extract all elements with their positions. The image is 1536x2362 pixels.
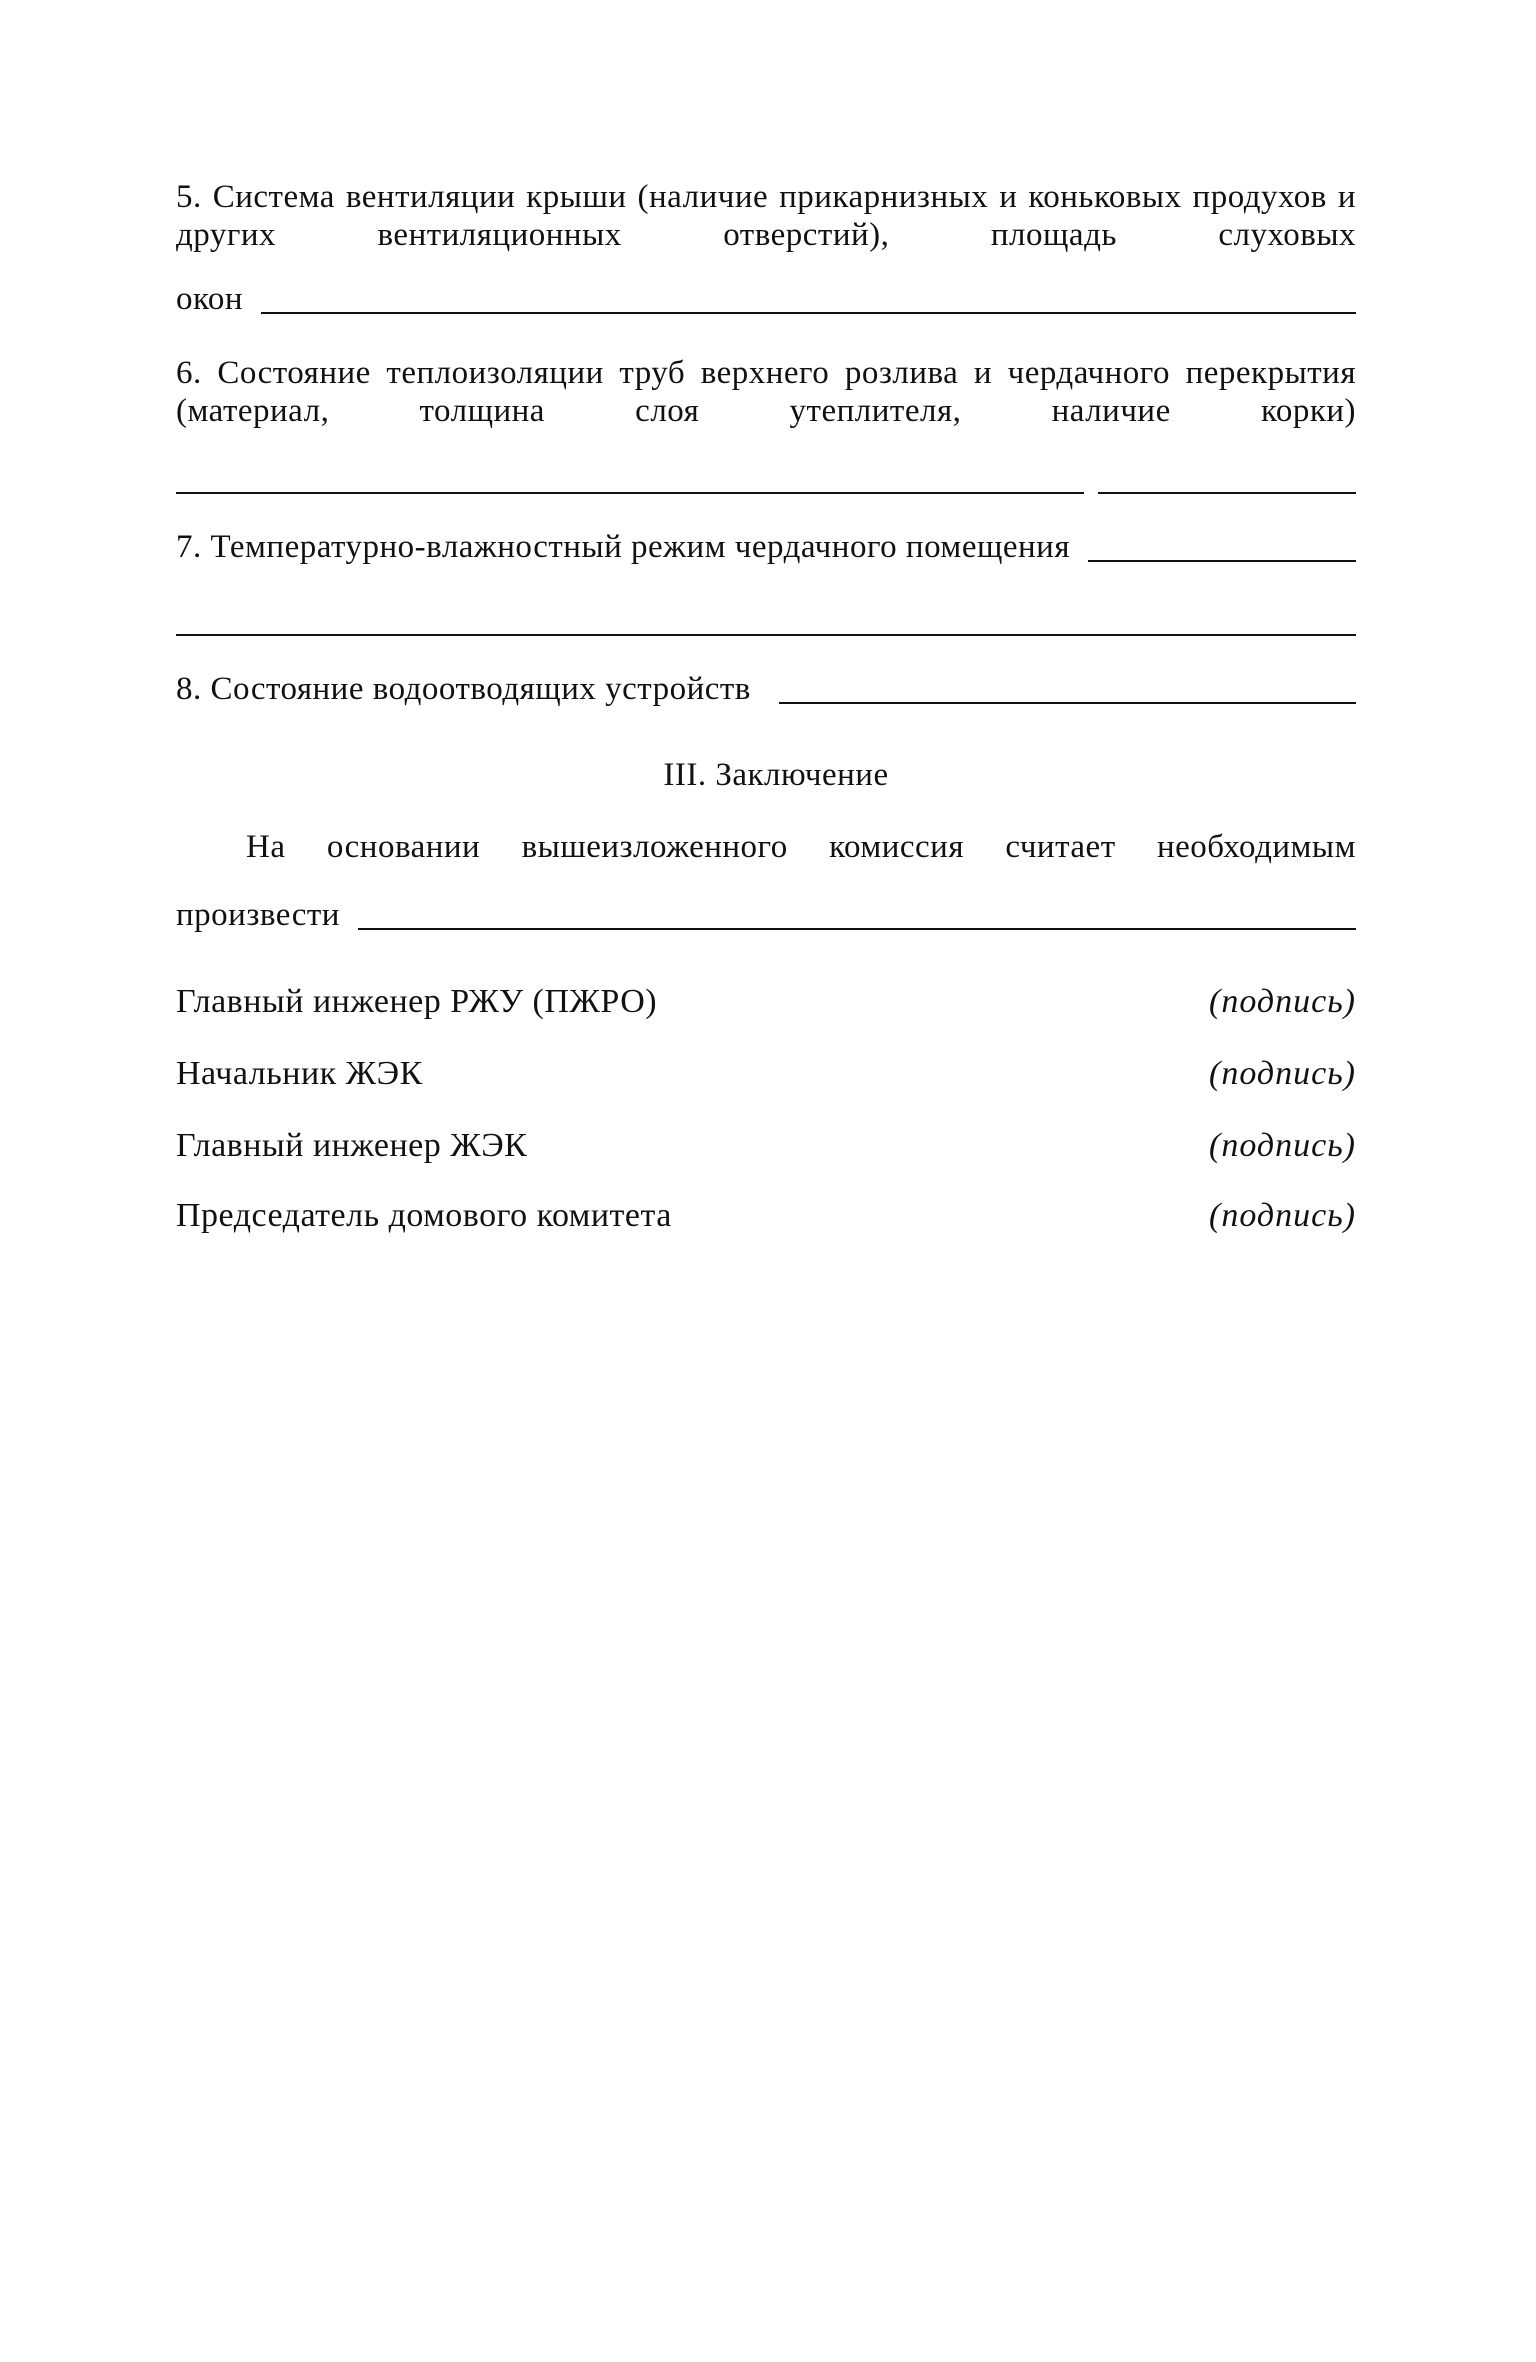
item-5-window-row <box>176 280 1356 318</box>
conclusion-continuation: произвести <box>176 897 340 933</box>
signature-role: Главный инженер РЖУ (ПЖРО) <box>176 983 658 1020</box>
item-7-fill-line-2[interactable] <box>176 634 1356 636</box>
signature-role: Главный инженер ЖЭК <box>176 1127 528 1164</box>
item-7-text: 7. Температурно-влажностный режим чердачного помещения <box>176 529 1071 565</box>
signature-label: (подпись) <box>1209 1127 1356 1164</box>
item-6-fill-line-2[interactable] <box>1098 492 1356 494</box>
item-8-text: 8. Состояние водоотводящих устройств <box>176 671 751 707</box>
item-7-row <box>176 528 1356 566</box>
signature-role: Начальник ЖЭК <box>176 1055 423 1092</box>
signature-row <box>176 1054 1356 1094</box>
conclusion-text: На основании вышеизложенного комиссия считает необходимым <box>246 829 1356 865</box>
signature-row <box>176 982 1356 1022</box>
item-7-fill-line[interactable] <box>1088 560 1356 562</box>
item-8-fill-line[interactable] <box>779 702 1356 704</box>
item-5-fill-line[interactable] <box>261 312 1356 314</box>
conclusion-heading: III. Заключение <box>663 757 889 793</box>
item-8-row <box>176 670 1356 708</box>
item-5-continuation: окон <box>176 281 244 317</box>
item-6-text: 6. Состояние теплоизоляции труб верхнего розлива и чердачного перекрытия (материал, толщина слоя утеплителя, наличие корки) <box>176 355 1356 429</box>
signature-label: (подпись) <box>1209 983 1356 1020</box>
signature-row <box>176 1126 1356 1166</box>
signature-label: (подпись) <box>1209 1197 1356 1234</box>
conclusion-fill-line[interactable] <box>358 928 1356 930</box>
signature-label: (подпись) <box>1209 1055 1356 1092</box>
item-6-fill-line-1[interactable] <box>176 492 1084 494</box>
signature-role: Председатель домового комитета <box>176 1197 672 1234</box>
signature-row <box>176 1196 1356 1236</box>
item-5-text: 5. Система вентиляции крыши (наличие прикарнизных и коньковых продухов и других вентиляционных отверстий), площадь слуховых <box>176 179 1356 253</box>
conclusion-row <box>176 896 1356 934</box>
